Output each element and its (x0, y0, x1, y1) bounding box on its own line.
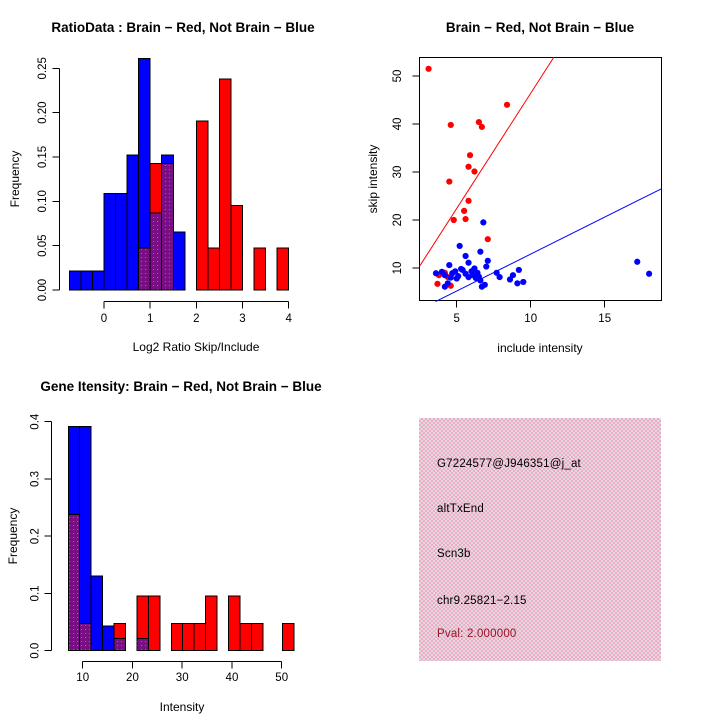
panel-intensity-scatter (360, 0, 720, 360)
svg-text:Gene Itensity: Brain − Red, No: Gene Itensity: Brain − Red, Not Brain − Blue (40, 379, 322, 394)
svg-text:skip intensity: skip intensity (366, 144, 380, 214)
brain-fit-line (420, 57, 554, 266)
svg-text:0.20: 0.20 (37, 101, 49, 124)
svg-text:3: 3 (239, 313, 246, 325)
ratio-histogram-chart (0, 0, 360, 360)
svg-text:Intensity: Intensity (159, 700, 205, 714)
svg-text:0.1: 0.1 (29, 585, 42, 602)
scatter-axes (366, 20, 662, 355)
pval-text: Pval: 2.000000 (437, 628, 517, 640)
svg-text:15: 15 (598, 313, 612, 325)
svg-text:5: 5 (453, 313, 460, 325)
svg-text:include intensity: include intensity (497, 341, 583, 355)
svg-text:0.00: 0.00 (37, 278, 49, 302)
gene-intensity-histogram-chart (0, 360, 360, 720)
svg-text:0.4: 0.4 (29, 413, 42, 430)
panel-ratio-histogram (0, 0, 360, 360)
scatter-points-blue (433, 219, 652, 290)
svg-text:30: 30 (392, 165, 404, 179)
svg-text:0.10: 0.10 (37, 190, 49, 213)
svg-text:0.3: 0.3 (29, 470, 42, 487)
svg-text:0: 0 (100, 313, 108, 325)
locus-text: chr9.25821−2.15 (437, 595, 527, 607)
svg-text:10: 10 (524, 313, 538, 325)
gene-info-box (419, 418, 661, 661)
event-type-text: altTxEnd (437, 503, 484, 515)
svg-text:RatioData : Brain − Red, Not B: RatioData : Brain − Red, Not Brain − Blue (51, 20, 315, 35)
svg-text:Brain − Red, Not Brain − Blue: Brain − Red, Not Brain − Blue (445, 20, 635, 35)
svg-text:1: 1 (146, 313, 154, 325)
svg-text:30: 30 (175, 672, 189, 684)
svg-text:4: 4 (285, 313, 292, 325)
svg-text:2: 2 (193, 313, 200, 325)
svg-text:50: 50 (275, 672, 289, 684)
panel-gene-info (360, 360, 720, 720)
svg-text:0.2: 0.2 (29, 528, 42, 545)
svg-text:20: 20 (392, 213, 404, 227)
svg-text:10: 10 (76, 672, 90, 684)
svg-text:10: 10 (392, 261, 404, 275)
not-brain-fit-line (436, 189, 662, 302)
panel-gene-intensity-histogram (0, 360, 360, 720)
gene-name-text: Scn3b (437, 548, 471, 560)
svg-text:40: 40 (392, 117, 404, 131)
svg-text:0.0: 0.0 (29, 642, 42, 659)
svg-text:0.25: 0.25 (37, 57, 49, 80)
gene_hist-blue-bars (68, 427, 148, 651)
svg-text:Frequency: Frequency (8, 150, 22, 208)
svg-text:Frequency: Frequency (6, 507, 20, 565)
svg-text:20: 20 (126, 672, 139, 684)
svg-text:0.15: 0.15 (37, 145, 49, 169)
gene_hist-axes (6, 379, 322, 714)
svg-text:50: 50 (392, 69, 404, 83)
svg-text:40: 40 (225, 672, 239, 684)
svg-text:0.05: 0.05 (37, 234, 49, 257)
svg-text:Log2 Ratio Skip/Include: Log2 Ratio Skip/Include (132, 340, 260, 354)
probe-id-text: G7224577@J946351@j_at (437, 458, 581, 470)
intensity-scatter-chart (360, 0, 720, 360)
